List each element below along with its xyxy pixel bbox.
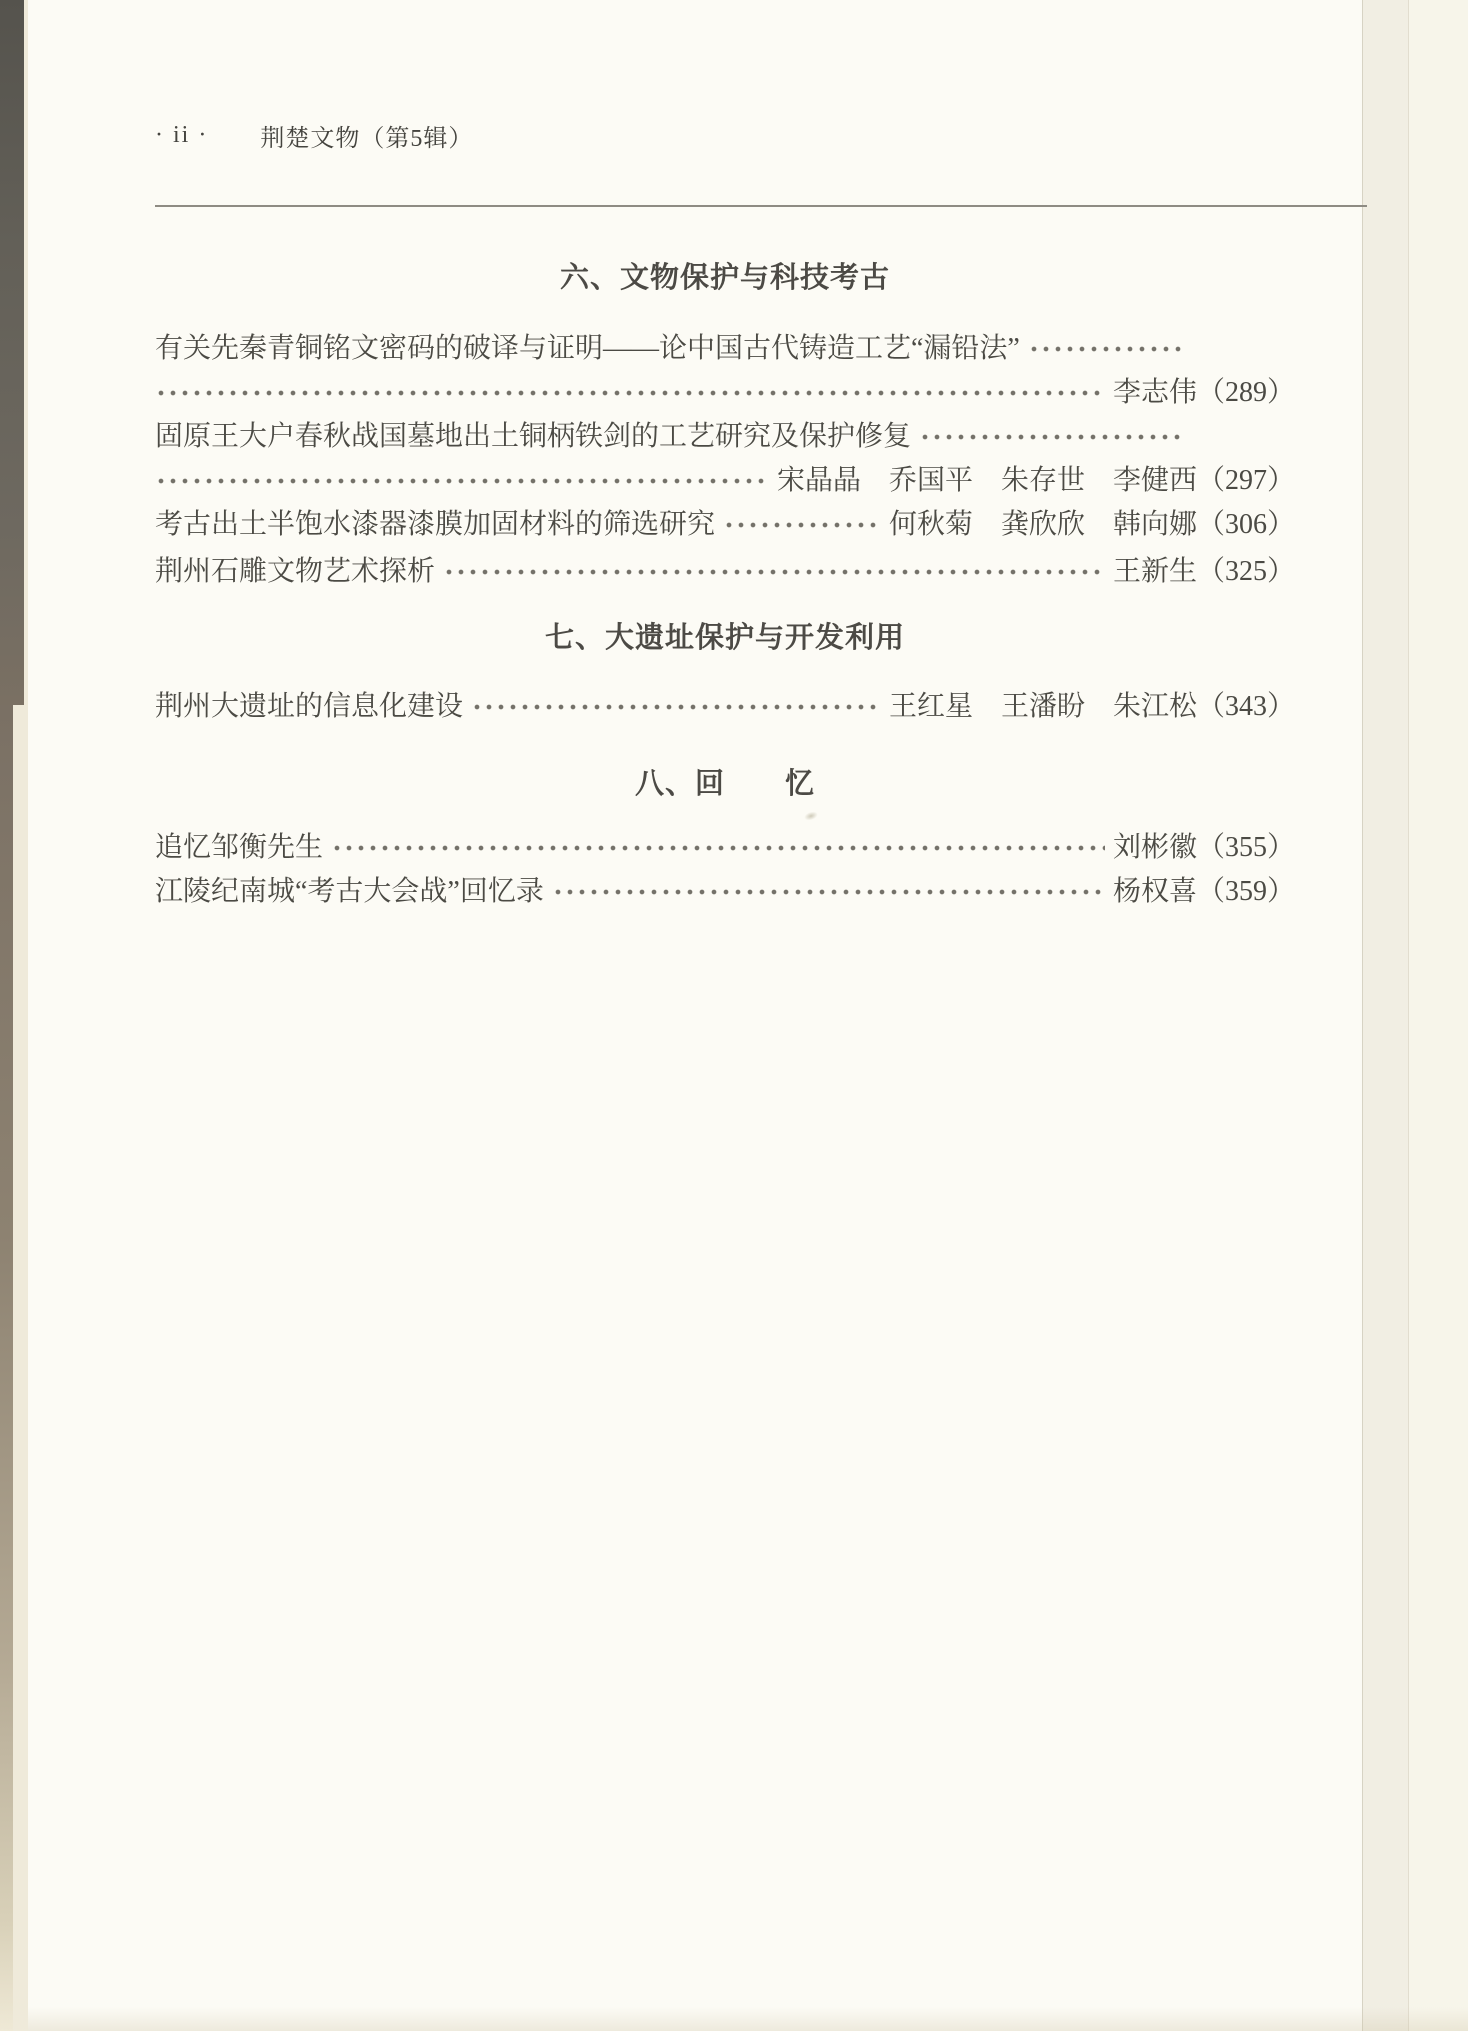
entry-authors-page: 王新生（325） xyxy=(1112,556,1295,587)
entry-authors-page: 刘彬徽（355） xyxy=(1112,832,1295,863)
toc-entry-line xyxy=(155,557,1295,587)
entry-title: 有关先秦青铜铭文密码的破译与证明——论中国古代铸造工艺“漏铅法” xyxy=(155,333,1020,364)
toc-entry-line xyxy=(155,692,1295,722)
running-header xyxy=(155,120,1295,150)
entry-title: 江陵纪南城“考古大会战”回忆录 xyxy=(155,876,544,907)
toc-entry-line xyxy=(155,466,1295,496)
entry-title: 荆州石雕文物艺术探析 xyxy=(155,556,436,587)
page-edge-band-outer xyxy=(1408,0,1468,2031)
leader-dots xyxy=(331,833,1105,863)
wrap-tail-gap xyxy=(1191,422,1295,452)
toc-entry-line xyxy=(155,334,1295,364)
entry-authors-page: 何秋菊 龚欣欣 韩向娜（306） xyxy=(888,509,1295,540)
entry-authors-page: 杨权喜（359） xyxy=(1112,876,1295,907)
wrap-tail-gap xyxy=(1191,334,1295,364)
leader-dots xyxy=(723,510,881,540)
entry-title: 考古出土半饱水漆器漆膜加固材料的筛选研究 xyxy=(155,509,716,540)
toc-entry-line xyxy=(155,877,1295,907)
leader-dots xyxy=(155,378,1105,408)
entry-title: 追忆邹衡先生 xyxy=(155,832,324,863)
header-rule xyxy=(155,205,1367,207)
page-number-folio: · ii · xyxy=(155,121,209,148)
leader-dots xyxy=(919,422,1183,452)
section-heading-8: 八、回 忆 xyxy=(634,768,815,800)
page-edge-band-inner xyxy=(1362,0,1409,2031)
toc-entry-line xyxy=(155,422,1295,452)
entry-authors-page: 宋晶晶 乔国平 朱存世 李健西（297） xyxy=(776,465,1295,496)
entry-title: 荆州大遗址的信息化建设 xyxy=(155,691,464,722)
toc-entry-line xyxy=(155,833,1295,863)
entry-title: 固原王大户春秋战国墓地出土铜柄铁剑的工艺研究及保护修复 xyxy=(155,421,912,452)
toc-entry-line xyxy=(155,378,1295,408)
leader-dots xyxy=(552,877,1105,907)
entry-authors-page: 王红星 王潘盼 朱江松（343） xyxy=(888,691,1295,722)
toc-content-column xyxy=(155,0,1295,2031)
section-heading-7: 七、大遗址保护与开发利用 xyxy=(544,622,905,654)
leader-dots xyxy=(443,557,1105,587)
header-book-title: 荆楚文物（第5辑） xyxy=(260,125,474,152)
leader-dots xyxy=(155,466,769,496)
book-spine-edge-light xyxy=(0,705,13,2031)
leader-dots xyxy=(471,692,881,722)
entry-authors-page: 李志伟（289） xyxy=(1112,377,1295,408)
leader-dots xyxy=(1028,334,1183,364)
section-heading-6: 六、文物保护与科技考古 xyxy=(559,262,890,294)
toc-entry-line xyxy=(155,510,1295,540)
book-spine-edge-dark xyxy=(0,0,24,705)
